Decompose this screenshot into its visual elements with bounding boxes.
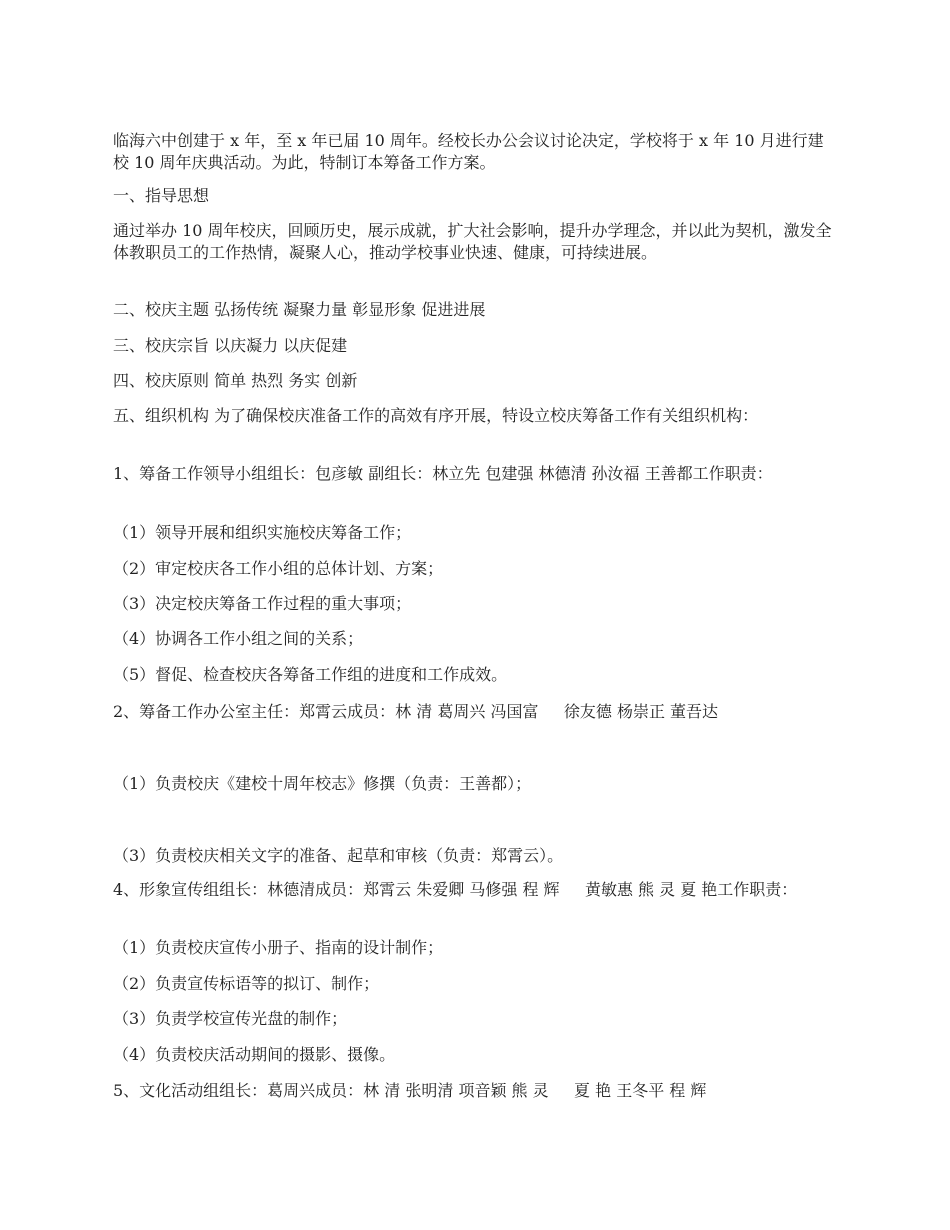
culture-group-paragraph: 5、文化活动组组长：葛周兴成员：林 清 张明清 项音颖 熊 灵 夏 艳 王冬平 程 辉 <box>113 1081 707 1100</box>
publicity-group-paragraph: 4、形象宣传组组长：林德清成员：郑霄云 朱爱卿 马修强 程 辉 黄敏惠 熊 灵 夏 艳工作职责： <box>113 880 798 899</box>
leadership-duty-5: （5）督促、检查校庆各筹备工作组的进度和工作成效。 <box>113 665 508 684</box>
intro-paragraph: 临海六中创建于 x 年，至 x 年已届 10 周年。经校长办公会议讨论决定，学校将于 x 年 10 月进行建校 10 周年庆典活动。为此，特制订本筹备工作方案。 <box>113 131 824 172</box>
leadership-duty-2: （2）审定校庆各工作小组的总体计划、方案； <box>113 559 444 578</box>
publicity-duty-3: （3）负责学校宣传光盘的制作； <box>113 1009 348 1028</box>
office-group-paragraph: 2、筹备工作办公室主任：郑霄云成员：林 清 葛周兴 冯国富 徐友德 杨崇正 董吾达 <box>113 702 719 721</box>
leadership-duty-3: （3）决定校庆筹备工作过程的重大事项； <box>113 594 412 613</box>
office-duty-1: （1）负责校庆《建校十周年校志》修撰（负责：王善都）； <box>113 774 532 793</box>
guiding-ideology-paragraph: 通过举办 10 周年校庆，回顾历史，展示成就，扩大社会影响，提升办学理念，并以此为契机，激发全体教职员工的工作热情，凝聚人心，推动学校事业快速、健康，可持续进展。 <box>113 221 832 262</box>
office-duty-3: （3）负责校庆相关文字的准备、起草和审核（负责：郑霄云）。 <box>113 846 564 865</box>
section-organization: 五、组织机构 为了确保校庆准备工作的高效有序开展，特设立校庆筹备工作有关组织机构： <box>113 406 759 425</box>
section-heading-guiding-ideology: 一、指导思想 <box>113 186 210 205</box>
leadership-duty-1: （1）领导开展和组织实施校庆筹备工作； <box>113 523 412 542</box>
section-theme: 二、校庆主题 弘扬传统 凝聚力量 彰显形象 促进进展 <box>113 300 486 319</box>
leadership-group-paragraph: 1、筹备工作领导小组组长：包彦敏 副组长：林立先 包建强 林德清 孙汝福 王善都工作职责： <box>113 464 773 483</box>
leadership-duty-4: （4）协调各工作小组之间的关系； <box>113 629 364 648</box>
publicity-duty-2: （2）负责宣传标语等的拟订、制作； <box>113 974 380 993</box>
section-purpose: 三、校庆宗旨 以庆凝力 以庆促建 <box>113 336 348 355</box>
publicity-duty-4: （4）负责校庆活动期间的摄影、摄像。 <box>113 1045 396 1064</box>
publicity-duty-1: （1）负责校庆宣传小册子、指南的设计制作； <box>113 938 444 957</box>
section-principles: 四、校庆原则 简单 热烈 务实 创新 <box>113 371 358 390</box>
